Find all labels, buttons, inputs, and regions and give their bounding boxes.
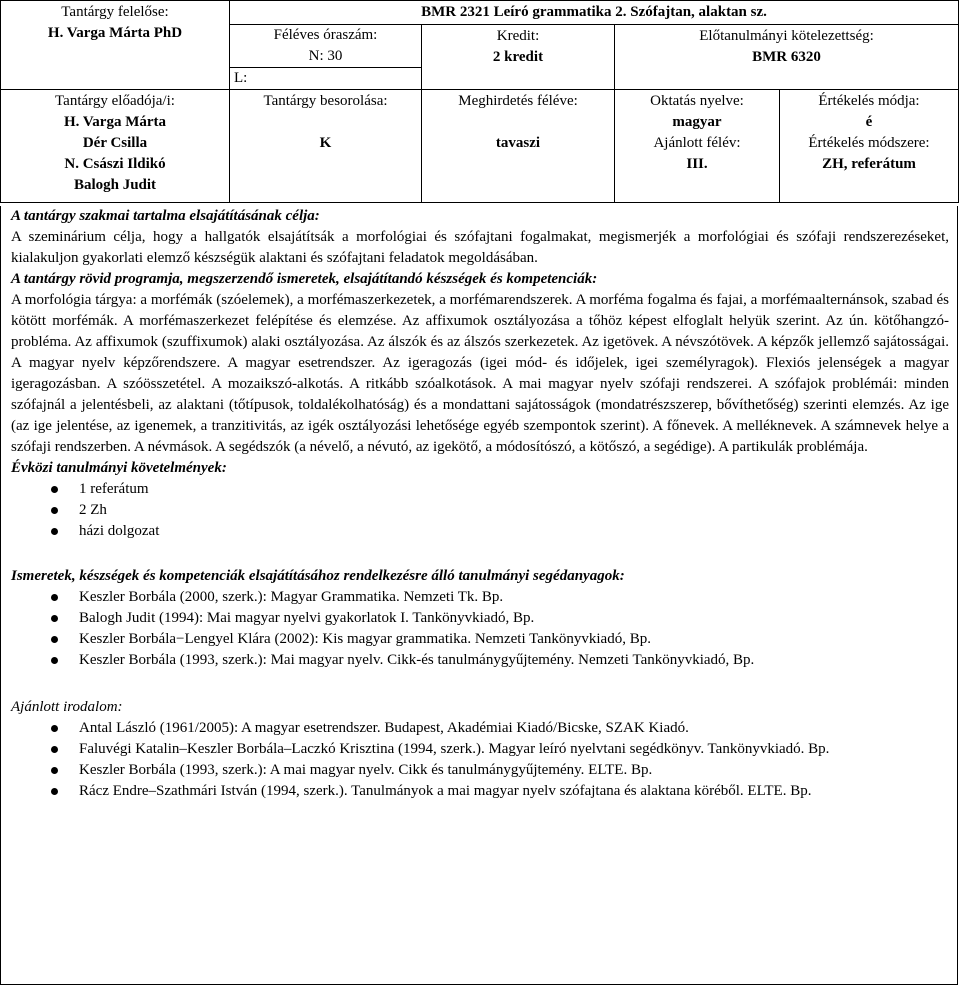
list-item: Keszler Borbála (1993, szerk.): Mai magyar nyelv. Cikk-és tanulmánygyűjtemény. Nemzeti Tankönyvkiadó, Bp. <box>79 650 949 671</box>
felelos-label: Tantárgy felelőse: <box>61 4 169 20</box>
felelos-cell <box>1 1 230 90</box>
kredit-cell <box>422 25 615 90</box>
course-body <box>0 206 958 985</box>
ertekeles-cell <box>780 90 959 203</box>
list-item: Rácz Endre–Szathmári István (1994, szerk.). Tanulmányok a mai magyar nyelv szófajtana és alaktana köréből. ELTE. Bp. <box>79 781 949 802</box>
oraszam-label: Féléves óraszám: <box>273 27 378 43</box>
irodalom-heading: Ajánlott irodalom: <box>11 699 123 715</box>
oraszam-cell <box>230 25 422 90</box>
ertekeles-modja-value: é <box>865 114 873 130</box>
segedanyag-heading: Ismeretek, készségek és kompetenciák elsajátításához rendelkezésre álló tanulmányi segédanyagok: <box>11 568 625 584</box>
meghirdetes-value: tavaszi <box>495 135 541 151</box>
cel-heading: A tantárgy szakmai tartalma elsajátításának célja: <box>11 208 320 224</box>
ertekeles-modszere-value: ZH, referátum <box>822 156 916 172</box>
list-item: Keszler Borbála−Lengyel Klára (2002): Kis magyar grammatika. Nemzeti Tankönyvkiadó, Bp. <box>79 629 949 650</box>
oraszam-l: L: <box>230 67 421 89</box>
felelos-name: H. Varga Márta PhD <box>47 25 183 41</box>
list-item: 1 referátum <box>79 479 949 500</box>
program-text: A morfológia tárgya: a morfémák (szóelemek), a morfémaszerkezetek, a morfémarendszerek. A morféma fogalma és fajai, a morfémaalternánsok, szabad és kötött morfémák. A morfémaszerkezet felépítése és elemzése. Az affixumok osztályozása a tőhöz képest elfoglalt helyük szerint. Az ún. kötőhangzó-probléma. Az affixumok (szuffixumok) alaki osztályozása. Az álszók és az álszós szerkezetek. Az igetövek. A névszótövek. A képzők jellemző sajátosságai. A magyar nyelv képzőrendszere. A magyar esetrendszer. Az igeragozás (igei mód- és időjelek, igei személyragok). Flexiós jelenségek a magyar igeragozásban. A szóösszetétel. A mozaikszó-alkotás. A ritkább szóalkotások. A mai magyar nyelv szófaji rendszerei. A szófajok problémái: minden szófajnál a jelentésbeli, az alaktani (tőtípusok, toldalékolhatóság) és a mondattani sajátosságok (mondatrészszerep, bővíthetőség) szerinti elemzés. Az ige (az ige jelentése, az igenemek, a tranzitivitás, az igék osztályozási lehetősége egyéb szempontok szerint). A főnevek. A melléknevek. A számnevek helye a szófaji rendszerben. A névmások. A segédszók (a névelő, a névutó, az igekötő, a módosítószó, a kötőszó, a segédige). A partikulák problémája. <box>11 292 949 455</box>
nyelv-label: Oktatás nyelve: <box>650 93 744 109</box>
eloado-name: Dér Csilla <box>82 135 148 151</box>
eloado-label: Tantárgy előadója/i: <box>55 93 175 109</box>
list-item: 2 Zh <box>79 500 949 521</box>
eloado-name: N. Császi Ildikó <box>64 156 166 172</box>
meghirdetes-cell <box>422 90 615 203</box>
list-item: Antal László (1961/2005): A magyar esetrendszer. Budapest, Akadémiai Kiadó/Bicske, SZAK Kiadó. <box>79 718 949 739</box>
eloado-cell <box>1 90 230 203</box>
nyelv-value: magyar <box>672 114 722 130</box>
besorolas-cell <box>230 90 422 203</box>
evkozi-heading: Évközi tanulmányi követelmények: <box>11 460 227 476</box>
program-heading: A tantárgy rövid programja, megszerzendő ismeretek, elsajátítandó készségek és kompetenciák: <box>11 271 598 287</box>
course-header-table <box>0 0 959 203</box>
ertekeles-modszere-label: Értékelés módszere: <box>808 135 930 151</box>
oraszam-n: N: 30 <box>308 48 343 64</box>
ertekeles-modja-label: Értékelés módja: <box>818 93 920 109</box>
besorolas-label: Tantárgy besorolása: <box>263 93 388 109</box>
eloado-name: Balogh Judit <box>73 177 157 193</box>
list-item: Keszler Borbála (2000, szerk.): Magyar Grammatika. Nemzeti Tk. Bp. <box>79 587 949 608</box>
kredit-label: Kredit: <box>496 28 540 44</box>
segedanyag-list <box>11 587 949 671</box>
elotan-label: Előtanulmányi kötelezettség: <box>699 28 874 44</box>
meghirdetes-label: Meghirdetés féléve: <box>458 93 578 109</box>
course-title: BMR 2321 Leíró grammatika 2. Szófajtan, alaktan sz. <box>230 1 959 25</box>
irodalom-list <box>11 718 949 802</box>
kredit-value: 2 kredit <box>492 49 544 65</box>
evkozi-list <box>11 479 949 542</box>
list-item: házi dolgozat <box>79 521 949 542</box>
list-item: Keszler Borbála (1993, szerk.): A mai magyar nyelv. Cikk és tanulmánygyűjtemény. ELTE. Bp. <box>79 760 949 781</box>
besorolas-value: K <box>319 135 332 151</box>
elotan-value: BMR 6320 <box>752 49 821 65</box>
eloado-name: H. Varga Márta <box>63 114 167 130</box>
list-item: Faluvégi Katalin–Keszler Borbála–Laczkó Krisztina (1994, szerk.). Magyar leíró nyelvtani segédkönyv. Tankönyvkiadó. Bp. <box>79 739 949 760</box>
ajanlott-felev-label: Ajánlott félév: <box>653 135 741 151</box>
list-item: Balogh Judit (1994): Mai magyar nyelvi gyakorlatok I. Tankönyvkiadó, Bp. <box>79 608 949 629</box>
nyelv-cell <box>615 90 780 203</box>
ajanlott-felev-value: III. <box>686 156 708 172</box>
elotan-cell <box>615 25 959 90</box>
cel-text: A szeminárium célja, hogy a hallgatók elsajátítsák a morfológiai és szófajtani fogalmakat, megismerjék a morfológiai és szófaji rendszerezéseket, kialakuljon gyakorlati elemző készségük alaktani és szófajtani feladatok megoldásában. <box>11 229 949 266</box>
